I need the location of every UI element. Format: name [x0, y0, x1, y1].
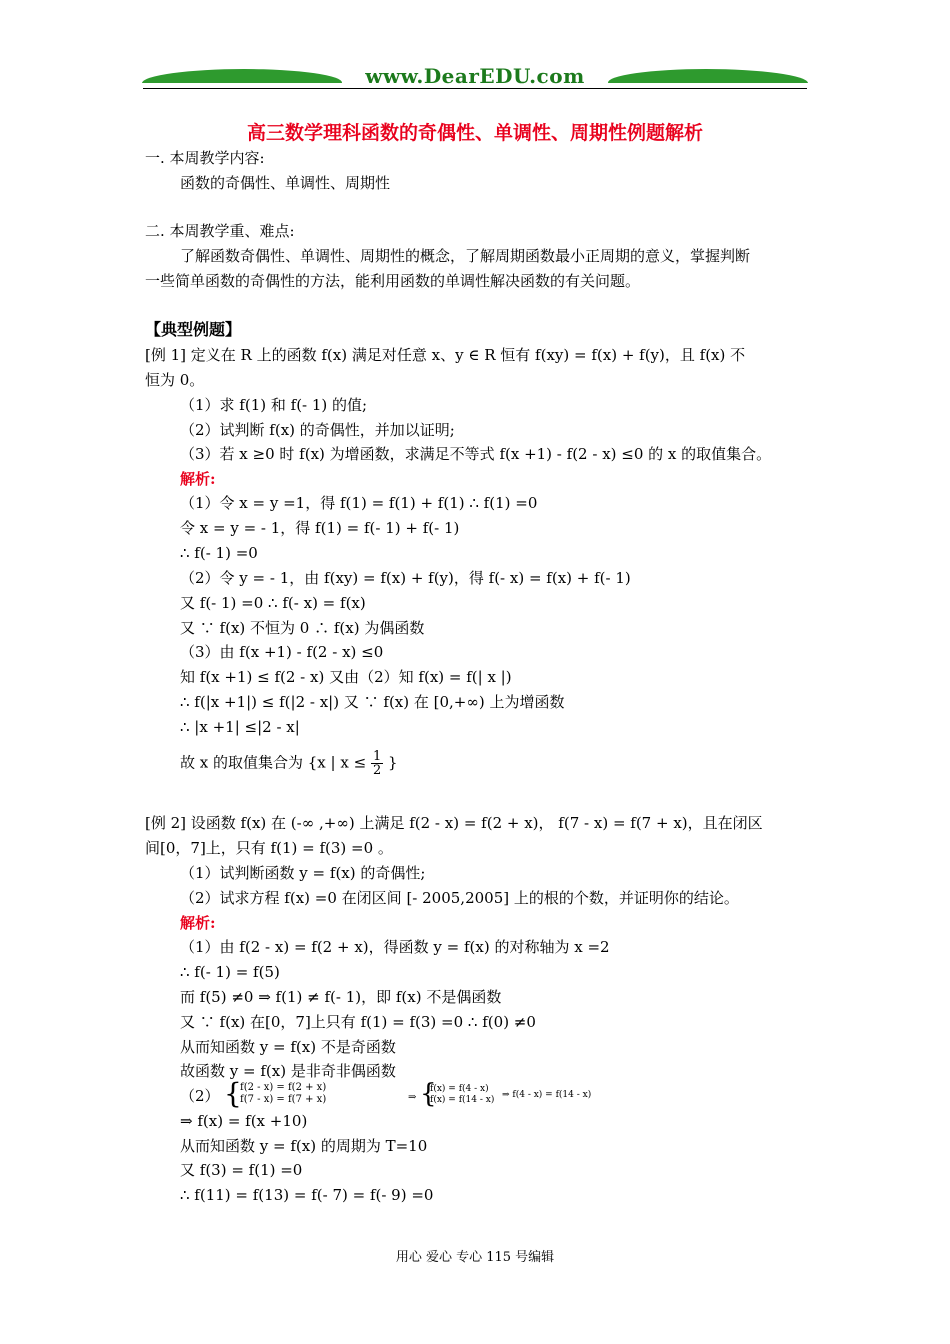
ex2-solution-line: ∴ f(- 1) = f(5): [180, 963, 280, 981]
ex1-solution-line: （2）令 y = - 1，由 f(xy) = f(x) + f(y)，得 f(- x) = f(x) + f(- 1): [180, 569, 631, 587]
ex1-question1: （1）求 f(1) 和 f(- 1) 的值;: [180, 396, 368, 414]
ex1-solution-line: 又 ∵ f(x) 不恒为 0 ∴ f(x) 为偶函数: [180, 619, 425, 637]
left-brace-icon: {: [224, 1077, 242, 1110]
ex2-solution-line: 从而知函数 y = f(x) 不是奇函数: [180, 1038, 396, 1056]
ex2-solution-line: 而 f(5) ≠0 ⇒ f(1) ≠ f(- 1)，即 f(x) 不是偶函数: [180, 988, 502, 1006]
page-footer: 用心 爱心 专心 115 号编辑: [395, 1250, 555, 1265]
header-swoosh-left: [142, 69, 344, 83]
ex1-solution-line: （1）令 x = y =1，得 f(1) = f(1) + f(1) ∴ f(1) =0: [180, 494, 538, 512]
implies-icon: ⇒: [408, 1092, 417, 1103]
ex2-question1: （1）试判断函数 y = f(x) 的奇偶性;: [180, 864, 426, 882]
section2-body-line2: 一些简单函数的奇偶性的方法，能利用函数的单调性解决函数的有关问题。: [145, 272, 641, 290]
ex1-question3: （3）若 x ≥0 时 f(x) 为增函数，求满足不等式 f(x +1) - f(2 - x) ≤0 的 x 的取值集合。: [180, 445, 772, 463]
ex2-system-a: [240, 1082, 326, 1106]
ex2-solution-line: 故函数 y = f(x) 是非奇非偶函数: [180, 1062, 396, 1080]
fraction-denominator: 2: [372, 763, 382, 778]
ex2-solution-line: （1）由 f(2 - x) = f(2 + x)，得函数 y = f(x) 的对称轴为 x =2: [180, 938, 610, 956]
ex2-analysis-label: 解析:: [180, 914, 216, 932]
ex2-solution-line: 又 f(3) = f(1) =0: [180, 1161, 303, 1179]
ex1-answer-set: [180, 750, 398, 777]
section2-heading: 二. 本周教学重、难点:: [145, 222, 295, 240]
ex1-solution-line: ∴ f(|x +1|) ≤ f(|2 - x|) 又 ∵ f(x) 在 [0,+∞) 上为增函数: [180, 693, 565, 711]
section1-heading: 一. 本周教学内容:: [145, 149, 265, 167]
ex2-solution-line: 从而知函数 y = f(x) 的周期为 T=10: [180, 1137, 428, 1155]
page-header: [143, 62, 807, 92]
ex1-solution-line: 又 f(- 1) =0 ∴ f(- x) = f(x): [180, 594, 366, 612]
ex1-answer-prefix: 故 x 的取值集合为 {x | x ≤: [180, 753, 367, 772]
fraction: [371, 750, 383, 777]
ex2-solution-line: 又 ∵ f(x) 在[0，7]上只有 f(1) = f(3) =0 ∴ f(0) ≠0: [180, 1013, 536, 1031]
ex1-solution-line: （3）由 f(x +1) - f(2 - x) ≤0: [180, 643, 384, 661]
header-rule: [143, 88, 807, 89]
ex2-system-b: [430, 1084, 494, 1106]
ex2-system-a-line1: f(2 - x) = f(2 + x): [240, 1082, 327, 1093]
ex2-system-result: ⇒ f(4 - x) = f(14 - x): [502, 1090, 592, 1100]
section2-body-line1: 了解函数奇偶性、单调性、周期性的概念，了解周期函数最小正周期的意义，掌握判断: [180, 247, 751, 265]
ex1-answer-suffix: }: [388, 753, 398, 772]
ex2-solution-line: ⇒ f(x) = f(x +10): [180, 1112, 308, 1130]
ex2-statement-line2: 间[0，7]上，只有 f(1) = f(3) =0 。: [145, 839, 393, 857]
ex2-question2: （2）试求方程 f(x) =0 在闭区间 [- 2005,2005] 上的根的个数，并证明你的结论。: [180, 889, 739, 907]
ex1-question2: （2）试判断 f(x) 的奇偶性，并加以证明;: [180, 421, 455, 439]
ex2-solution-line: ∴ f(11) = f(13) = f(- 7) = f(- 9) =0: [180, 1186, 434, 1204]
ex1-analysis-label: 解析:: [180, 470, 216, 488]
section1-body: 函数的奇偶性、单调性、周期性: [180, 174, 391, 192]
ex2-system-b-line2: f(x) = f(14 - x): [430, 1095, 495, 1105]
ex2-system-b-line1: f(x) = f(4 - x): [430, 1084, 489, 1094]
ex2-system-label: （2）: [180, 1087, 220, 1105]
left-brace-icon: {: [420, 1079, 437, 1109]
ex1-solution-line: 令 x = y = - 1，得 f(1) = f(- 1) + f(- 1): [180, 519, 460, 537]
ex1-statement-line1: [例 1] 定义在 R 上的函数 f(x) 满足对任意 x、y ∈ R 恒有 f(xy) = f(x) + f(y)，且 f(x) 不: [145, 346, 746, 364]
fraction-numerator: 1: [372, 749, 382, 764]
ex1-statement-line2: 恒为 0。: [145, 371, 205, 389]
ex2-system-a-line2: f(7 - x) = f(7 + x): [240, 1094, 327, 1105]
ex1-solution-line: ∴ f(- 1) =0: [180, 544, 258, 562]
ex1-solution-line: 知 f(x +1) ≤ f(2 - x) 又由（2）知 f(x) = f(| x |): [180, 668, 512, 686]
page-title: 高三数学理科函数的奇偶性、单调性、周期性例题解析: [246, 122, 703, 144]
header-swoosh-right: [606, 69, 808, 83]
examples-heading: 【典型例题】: [145, 320, 242, 339]
site-logo: www.DearEDU.com: [365, 64, 585, 88]
ex1-solution-line: ∴ |x +1| ≤|2 - x|: [180, 718, 300, 736]
ex2-statement-line1: [例 2] 设函数 f(x) 在 (-∞ ,+∞) 上满足 f(2 - x) = f(2 + x)， f(7 - x) = f(7 + x)，且在闭区: [145, 814, 763, 832]
